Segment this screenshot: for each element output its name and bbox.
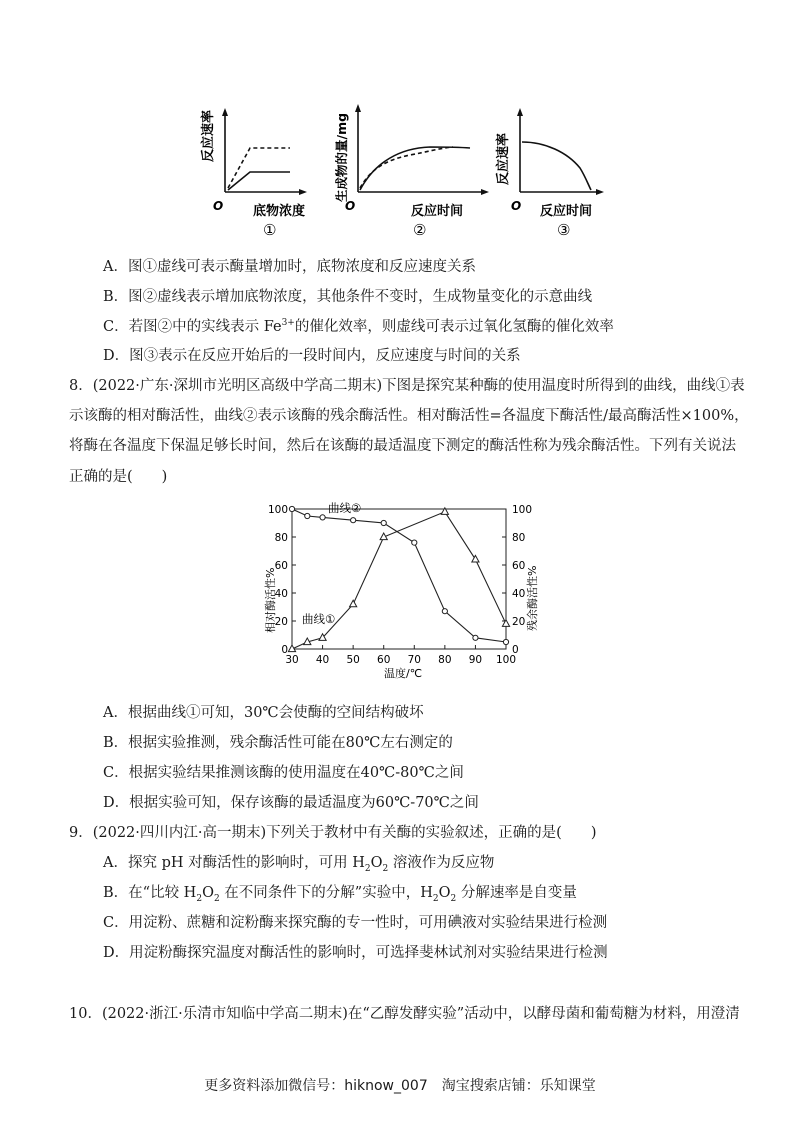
x-tick-label: 90: [468, 654, 483, 666]
graph3-xlabel: 反应时间: [540, 204, 593, 219]
q9-b-sub-1: 2: [196, 893, 203, 904]
q7-option-b: B．图②虚线表示增加底物浓度，其他条件不变时，生成物量变化的示意曲线: [103, 289, 593, 305]
q8-stem-line-3: 将酶在各温度下保温足够长时间，然后在该酶的最适温度下测定的酶活性称为残余酶活性。下列有关说法: [69, 438, 736, 454]
q9-a-sub-1: 2: [364, 863, 371, 874]
graph1-xlabel: 底物浓度: [253, 204, 306, 219]
q9-b-sub-2: 2: [213, 893, 220, 904]
enzyme-activity-chart: [250, 495, 560, 685]
q8-stem-line-4: 正确的是( ): [69, 469, 168, 485]
q9-option-b: [103, 883, 577, 903]
q9-b-sub-3: 2: [432, 893, 439, 904]
right-y-tick-label: 20: [512, 616, 526, 628]
q7-option-a: A．图①虚线可表示酶量增加时，底物浓度和反应速度关系: [103, 259, 476, 275]
curve-1-label: 曲线①: [302, 612, 336, 626]
right-y-tick-label: 100: [512, 504, 533, 516]
right-y-tick-label: 0: [512, 644, 519, 656]
q7-option-c: [103, 317, 614, 337]
left-y-tick-label: 40: [274, 588, 288, 600]
graph2-ylabel: 生成物的量/mg: [334, 112, 349, 202]
curve-2-point: [503, 639, 508, 644]
graph2-xlabel: 反应时间: [411, 204, 464, 219]
x-tick-label: 40: [315, 654, 330, 666]
q8-option-c: C．根据实验结果推测该酶的使用温度在40℃-80℃之间: [103, 765, 464, 781]
left-y-tick-label: 80: [274, 532, 288, 544]
graph3-origin: O: [511, 199, 522, 213]
graph-1: [200, 108, 307, 239]
left-y-tick-label: 20: [274, 616, 288, 628]
chart-right-ylabel: 残余酶活性%: [526, 565, 539, 631]
chart-left-ylabel: 相对酶活性%: [264, 567, 277, 633]
curve-2-point: [381, 520, 386, 525]
q9-option-a: [103, 853, 494, 873]
curve-2-point: [305, 513, 310, 518]
q7-option-d: D．图③表示在反应开始后的一段时间内，反应速度与时间的关系: [103, 348, 521, 364]
q7-c-text-2: 的催化效率，则虚线可表示过氧化氢酶的催化效率: [294, 319, 614, 335]
curve-1-point: [350, 600, 357, 607]
curve-2-point: [442, 609, 447, 614]
q9-b-text-2: O: [202, 885, 214, 901]
right-y-tick-label: 60: [512, 560, 526, 572]
q8-stem-line-2: 示该酶的相对酶活性，曲线②表示该酶的残余酶活性。相对酶活性=各温度下酶活性/最高酶活性×100%，: [69, 408, 749, 424]
curve-2-point: [351, 518, 356, 523]
q9-b-text-5: 分解速率是自变量: [456, 885, 577, 901]
right-y-tick-label: 40: [512, 588, 526, 600]
q9-b-sub-4: 2: [450, 893, 457, 904]
q9-stem: 9．(2022·四川内江·高一期末)下列关于教材中有关酶的实验叙述，正确的是( ): [69, 825, 597, 841]
graph1-number: ①: [263, 221, 277, 239]
graph3-ylabel: 反应速率: [496, 132, 511, 185]
x-tick-label: 70: [407, 654, 421, 666]
left-y-tick-label: 60: [274, 560, 288, 572]
graph3-curve: [522, 142, 591, 190]
graph-2: [334, 104, 489, 239]
chart-xlabel: 温度/℃: [384, 667, 423, 680]
x-tick-label: 50: [346, 654, 360, 666]
graph3-number: ③: [557, 221, 571, 239]
q9-a-text-3: 溶液作为反应物: [388, 855, 495, 871]
curve-2-point: [412, 540, 417, 545]
q9-b-text-1: B．在“比较 H: [103, 885, 197, 901]
graph1-origin: O: [213, 199, 224, 213]
q7-c-sup: 3+: [281, 318, 295, 329]
q9-option-d: D．用淀粉酶探究温度对酶活性的影响时，可选择斐林试剂对实验结果进行检测: [103, 945, 608, 961]
graph2-dashed-curve: [360, 147, 453, 188]
q9-b-text-3: 在不同条件下的分解”实验中，H: [219, 885, 433, 901]
q9-a-text-2: O: [370, 855, 383, 871]
graph2-origin: O: [345, 199, 356, 213]
q7-c-text-1: C．若图②中的实线表示 Fe: [103, 319, 282, 335]
page-footer: 更多资料添加微信号：hiknow_007 淘宝搜索店铺：乐知课堂: [204, 1078, 596, 1094]
q9-a-text-1: A．探究 pH 对酶活性的影响时，可用 H: [103, 855, 365, 871]
graph1-solid-curve: [228, 172, 290, 190]
x-tick-label: 30: [285, 654, 299, 666]
three-graphs-figure: [195, 100, 615, 245]
q8-option-d: D．根据实验可知，保存该酶的最适温度为60℃-70℃之间: [103, 795, 479, 811]
curve-2-point: [320, 515, 325, 520]
chart-plot-frame: [292, 509, 506, 649]
q9-b-text-4: O: [438, 885, 451, 901]
q8-option-b: B．根据实验推测，残余酶活性可能在80℃左右测定的: [103, 735, 453, 751]
graph2-solid-curve: [360, 147, 470, 190]
graph2-number: ②: [413, 221, 427, 239]
graph-3: [495, 108, 604, 239]
curve-2-point: [473, 635, 478, 640]
curve-2-label: 曲线②: [328, 501, 362, 515]
curve-2-point: [289, 506, 294, 511]
q8-option-a: A．根据曲线①可知，30℃会使酶的空间结构破坏: [103, 705, 424, 721]
q9-option-c: C．用淀粉、蔗糖和淀粉酶来探究酶的专一性时，可用碘液对实验结果进行检测: [103, 915, 608, 931]
x-tick-label: 80: [438, 654, 452, 666]
right-y-tick-label: 80: [512, 532, 526, 544]
q8-stem-line-1: 8．(2022·广东·深圳市光明区高级中学高二期末)下图是探究某种酶的使用温度时所得到的曲线，曲线①表: [69, 378, 745, 394]
left-y-tick-label: 100: [267, 504, 288, 516]
x-tick-label: 100: [495, 654, 517, 666]
q9-a-sub-2: 2: [382, 863, 389, 874]
q10-stem: 10．(2022·浙江·乐清市知临中学高二期末)在“乙醇发酵实验”活动中，以酵母菌和葡萄糖为材料，用澄清: [69, 1006, 740, 1022]
left-y-tick-label: 0: [281, 644, 288, 656]
x-tick-label: 60: [377, 654, 391, 666]
graph1-ylabel: 反应速率: [201, 109, 216, 162]
